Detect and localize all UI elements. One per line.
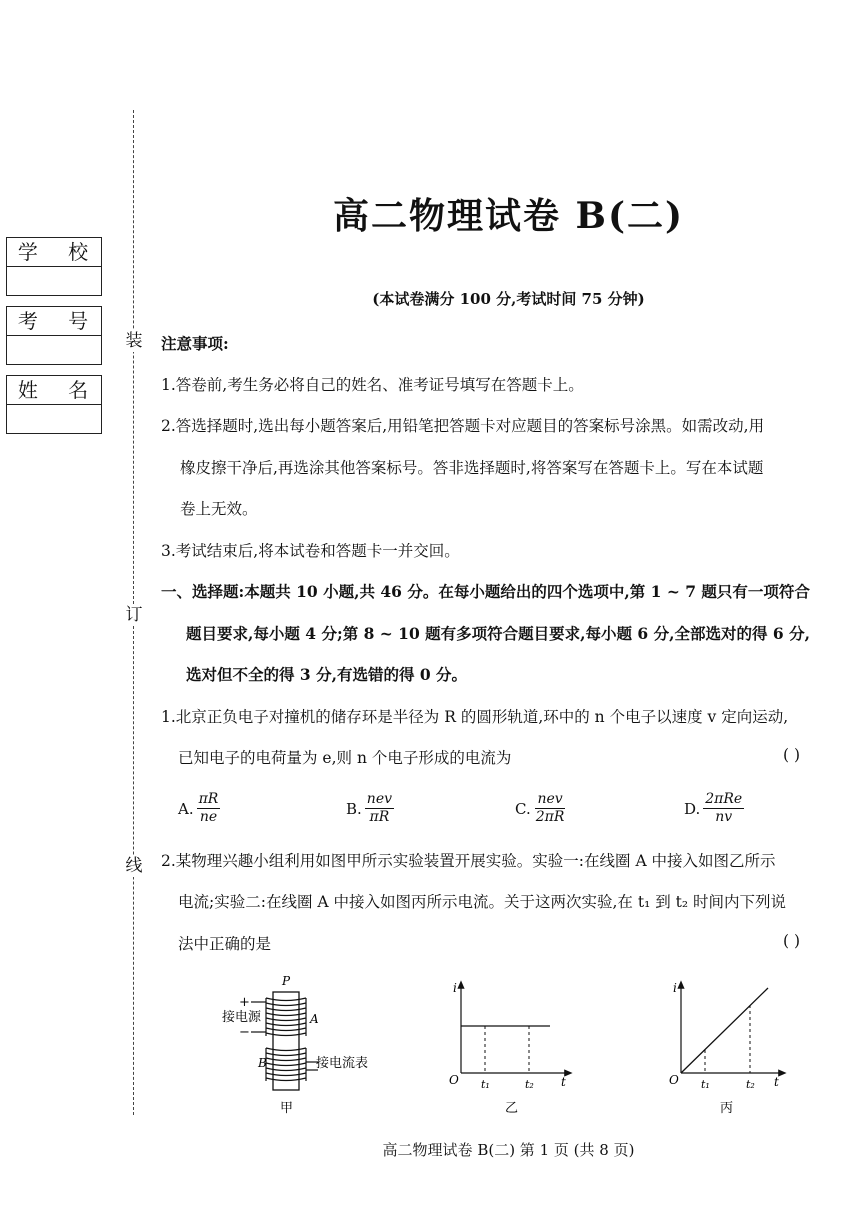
notice-heading: 注意事项: — [161, 334, 229, 353]
label-plus: + — [239, 995, 250, 1010]
increasing-current-line — [681, 988, 768, 1073]
notice-line: 橡皮擦干净后,再选涂其他答案标号。答非选择题时,将答案写在答题卡上。写在本试题 — [180, 459, 764, 477]
question-2-text: 2.某物理兴趣小组利用如图甲所示实验装置开展实验。实验一:在线圈 A 中接入如图乙所示 — [161, 852, 776, 870]
tick-t2: t₂ — [525, 1078, 534, 1091]
label-meter: 接电流表 — [316, 1056, 369, 1071]
exam-info: (本试卷满分 100 分,考试时间 75 分钟) — [372, 290, 645, 308]
section-heading-line: 选对但不全的得 3 分,有选错的得 0 分。 — [186, 665, 468, 684]
section-heading: 一、选择题:本题共 10 小题,共 46 分。在每小题给出的四个选项中,第 1 ~ 7 题只有一项符合 — [161, 582, 810, 601]
name-blank[interactable] — [7, 405, 101, 433]
origin-label: O — [669, 1073, 679, 1087]
option-fraction: $\frac{\text{nev}}{\pi R}$ — [366, 791, 393, 825]
label-p: P — [282, 974, 291, 988]
school-blank[interactable] — [7, 267, 101, 295]
question-2-text: 法中正确的是 — [178, 935, 272, 953]
notice-line: 3.考试结束后,将本试卷和答题卡一并交回。 — [161, 542, 460, 560]
page-title: 高二物理试卷 B(二) — [332, 195, 685, 237]
tick-t1: t₁ — [701, 1078, 710, 1091]
label-minus: − — [239, 1025, 250, 1040]
label-b: B — [258, 1056, 267, 1070]
option-letter: B. — [346, 799, 362, 818]
option-letter: C. — [515, 799, 531, 818]
question-1-text: 1.北京正负电子对撞机的储存环是半径为 R 的圆形轨道,环中的 n 个电子以速度 v 定向运动, — [161, 708, 789, 726]
option-fraction: $\frac{\pi R}{ne}$ — [198, 791, 219, 825]
school-field[interactable] — [6, 237, 102, 296]
axis-label-t: t — [561, 1075, 566, 1089]
exam-number-blank[interactable] — [7, 336, 101, 364]
option-d — [684, 791, 744, 826]
label-power: 接电源 — [222, 1010, 262, 1025]
axis-label-i: i — [453, 981, 457, 995]
tick-t2: t₂ — [746, 1078, 755, 1091]
exam-number-field[interactable] — [6, 306, 102, 365]
section-heading-line: 题目要求,每小题 4 分;第 8 ~ 10 题有多项符合题目要求,每小题 6 分,全部选对的得 6 分, — [186, 624, 810, 643]
school-label: 学 校 — [7, 238, 101, 267]
question-1-answer-paren: ( ) — [783, 746, 801, 764]
option-b — [346, 791, 394, 826]
option-letter: A. — [178, 799, 194, 818]
page-footer: 高二物理试卷 B(二) 第 1 页 (共 8 页) — [382, 1141, 635, 1159]
notice-line: 卷上无效。 — [180, 500, 258, 518]
option-letter: D. — [684, 799, 701, 818]
question-2-answer-paren: ( ) — [783, 932, 801, 950]
label-a: A — [310, 1012, 319, 1026]
name-label: 姓 名 — [7, 376, 101, 405]
caption-yi: 乙 — [505, 1101, 519, 1116]
figure-bing-graph — [668, 978, 798, 1120]
question-1-text: 已知电子的电荷量为 e,则 n 个电子形成的电流为 — [178, 749, 512, 767]
option-fraction: $\frac{\text{2πRe}}{nv}$ — [705, 791, 743, 825]
binding-mark-zhuang: 装 — [125, 331, 143, 351]
figure-jia-coil — [218, 970, 388, 1120]
option-fraction: $\frac{\text{nev}}{2\pi R}$ — [535, 791, 565, 825]
tick-t1: t₁ — [481, 1078, 490, 1091]
caption-bing: 丙 — [720, 1101, 734, 1116]
figure-yi-graph — [445, 978, 585, 1120]
axis-label-i: i — [673, 981, 677, 995]
name-field[interactable] — [6, 375, 102, 434]
axis-label-t: t — [774, 1075, 779, 1089]
option-c — [515, 791, 566, 826]
notice-line: 1.答卷前,考生务必将自己的姓名、准考证号填写在答题卡上。 — [161, 376, 584, 394]
caption-jia: 甲 — [280, 1101, 294, 1116]
binding-mark-xian: 线 — [125, 856, 143, 876]
binding-mark-ding: 订 — [125, 605, 143, 625]
option-a — [178, 791, 220, 826]
origin-label: O — [449, 1073, 459, 1087]
notice-line: 2.答选择题时,选出每小题答案后,用铅笔把答题卡对应题目的答案标号涂黑。如需改动,用 — [161, 417, 765, 435]
exam-number-label: 考 号 — [7, 307, 101, 336]
question-2-text: 电流;实验二:在线圈 A 中接入如图丙所示电流。关于这两次实验,在 t₁ 到 t₂ 时间内下列说 — [178, 893, 787, 911]
